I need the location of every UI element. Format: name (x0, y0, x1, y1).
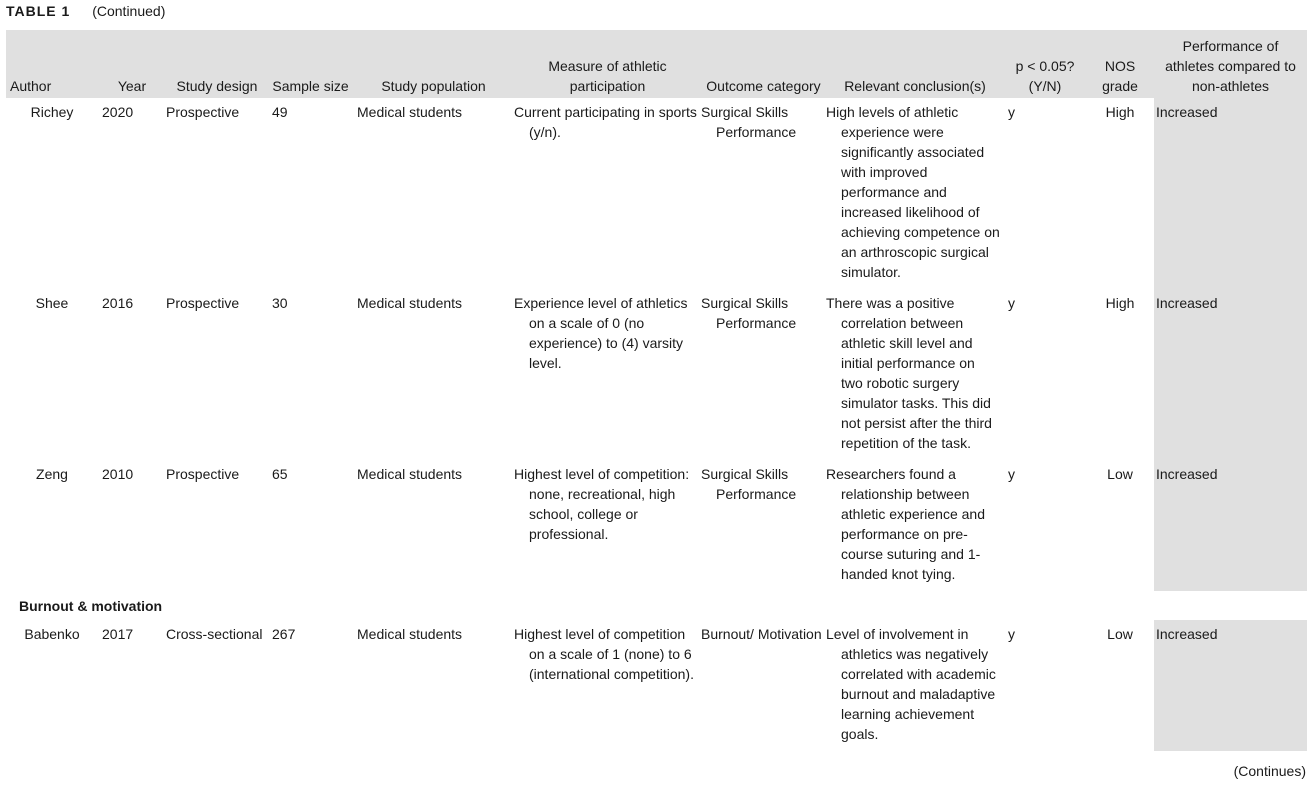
table-row (6, 460, 1307, 591)
col-design: Study design (166, 30, 268, 98)
cell-outcome: Burnout/ Motivation (701, 626, 822, 642)
col-author: Author (6, 30, 98, 98)
cell-population: Medical students (357, 295, 463, 311)
cell-design: Prospective (166, 466, 240, 482)
cell-design: Cross-sectional (166, 626, 263, 642)
section-spacer (1154, 591, 1307, 620)
cell-author: Shee (35, 295, 69, 311)
cell-year: 2016 (102, 295, 134, 311)
cell-performance: Increased (1154, 289, 1307, 460)
col-sample: Sample size (268, 30, 353, 98)
cell-performance: Increased (1154, 98, 1307, 289)
col-performance: Performance of athletes compared to non-athletes (1154, 30, 1307, 98)
continues-note: (Continues) (1233, 763, 1306, 779)
cell-nos: High (1105, 295, 1135, 311)
cell-conclusion: There was a positive correlation between athletic skill level and initial performance on two robotic surgery simulator tasks. This did not persist after the third repetition of the task. (826, 295, 992, 451)
cell-measure: Highest level of competition on a scale of 1 (none) to 6 (international competition). (514, 626, 694, 682)
cell-year: 2017 (102, 626, 134, 642)
table-caption (6, 3, 165, 19)
cell-design: Prospective (166, 295, 240, 311)
cell-conclusion: Level of involvement in athletics was negatively correlated with academic burnout and maladaptive learning achievement goals. (826, 626, 996, 742)
col-year: Year (98, 30, 166, 98)
cell-nos: High (1105, 104, 1135, 120)
cell-p: y (1008, 626, 1015, 642)
cell-sample: 49 (272, 104, 288, 120)
cell-outcome: Surgical Skills Performance (701, 104, 797, 140)
cell-year: 2020 (102, 104, 134, 120)
cell-population: Medical students (357, 466, 463, 482)
col-nos: NOS grade (1086, 30, 1154, 98)
table-row (6, 620, 1307, 751)
cell-author: Zeng (36, 466, 68, 482)
cell-population: Medical students (357, 626, 463, 642)
cell-nos: Low (1107, 626, 1133, 642)
cell-population: Medical students (357, 104, 463, 120)
cell-p: y (1008, 466, 1015, 482)
header-row (6, 30, 1307, 98)
table-label: TABLE 1 (6, 3, 71, 19)
cell-outcome: Surgical Skills Performance (701, 295, 797, 331)
col-measure: Measure of athletic participation (514, 30, 701, 98)
table-continued-note: (Continued) (92, 3, 166, 19)
section-row (6, 591, 1307, 620)
cell-sample: 30 (272, 295, 288, 311)
col-conclusion: Relevant conclusion(s) (826, 30, 1004, 98)
cell-p: y (1008, 104, 1015, 120)
cell-design: Prospective (166, 104, 240, 120)
cell-outcome: Surgical Skills Performance (701, 466, 797, 502)
cell-measure: Current participating in sports (y/n). (514, 104, 697, 140)
cell-author: Richey (30, 104, 74, 120)
cell-measure: Experience level of athletics on a scale of 0 (no experience) to (4) varsity level. (514, 295, 688, 371)
cell-measure: Highest level of competition: none, recreational, high school, college or professional. (514, 466, 690, 542)
cell-performance: Increased (1154, 620, 1307, 751)
table-row (6, 98, 1307, 289)
section-heading: Burnout & motivation (19, 598, 163, 614)
cell-conclusion: Researchers found a relationship between athletic experience and performance on pre-course suturing and 1-handed knot tying. (826, 466, 985, 582)
cell-year: 2010 (102, 466, 134, 482)
cell-sample: 65 (272, 466, 288, 482)
col-p: p < 0.05? (Y/N) (1004, 30, 1086, 98)
cell-p: y (1008, 295, 1015, 311)
col-population: Study population (353, 30, 514, 98)
cell-performance: Increased (1154, 460, 1307, 591)
col-outcome: Outcome category (701, 30, 826, 98)
cell-author: Babenko (24, 626, 80, 642)
cell-sample: 267 (272, 626, 296, 642)
table-row (6, 289, 1307, 460)
cell-conclusion: High levels of athletic experience were significantly associated with improved performance and increased likelihood of achieving competence on an arthroscopic surgical simulator. (826, 104, 1000, 280)
cell-nos: Low (1107, 466, 1133, 482)
study-table (6, 30, 1307, 751)
